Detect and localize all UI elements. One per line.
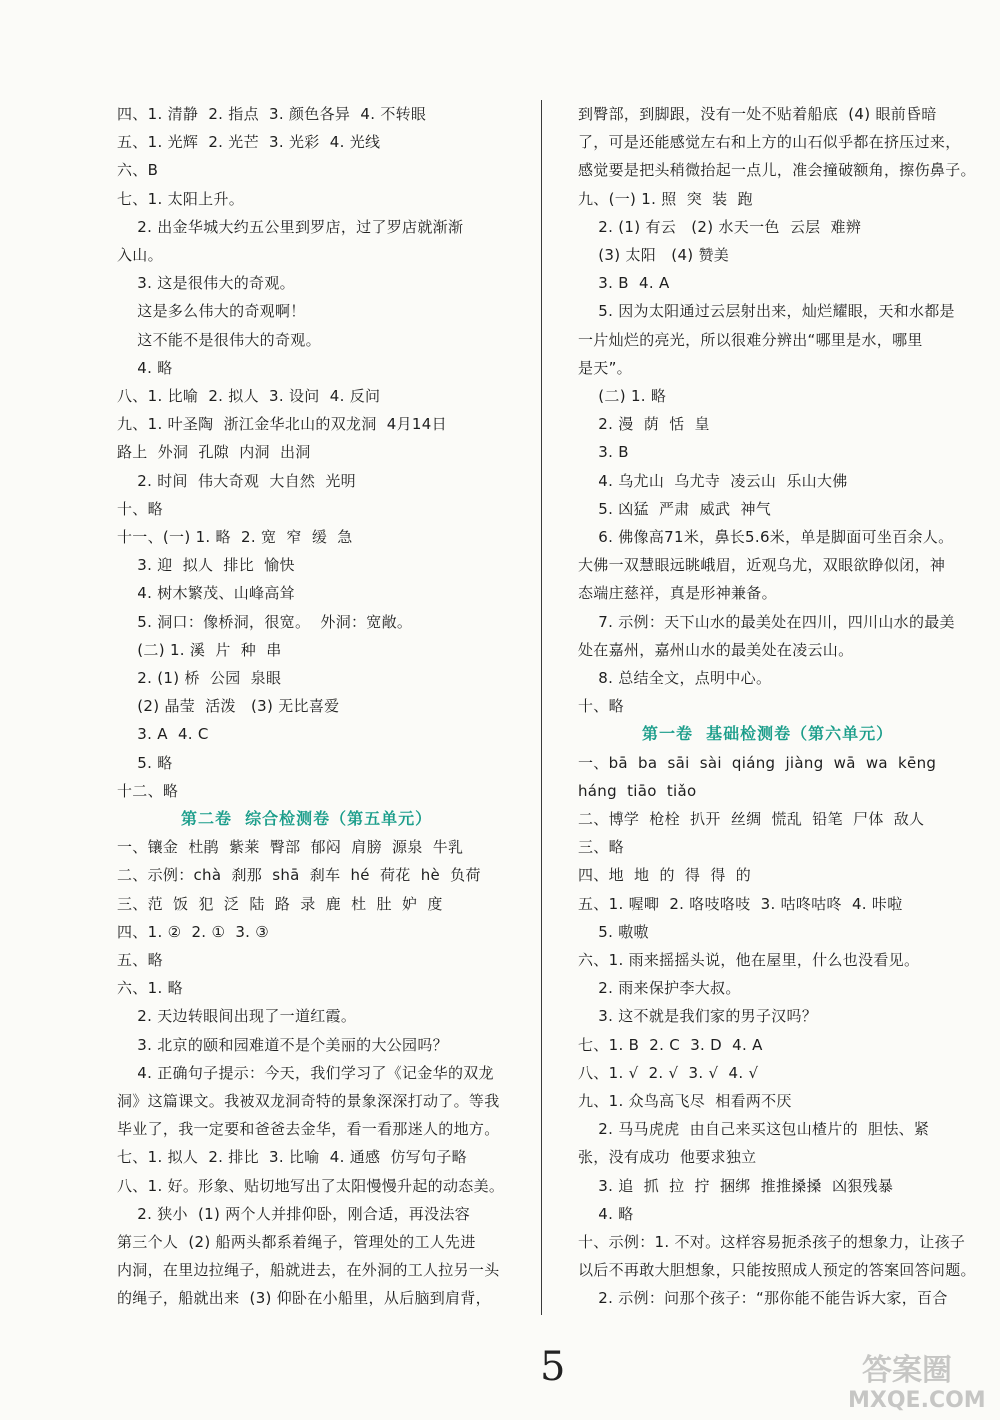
answer-line: 七、1. 太阳上升。	[117, 189, 245, 208]
answer-line: 5. 因为太阳通过云层射出来，灿烂耀眼，天和水都是	[578, 302, 955, 321]
section-heading: 第二卷 综合检测卷（第五单元）	[181, 809, 433, 828]
answer-line: 2. (1) 有云 (2) 水天一色 云层 难辨	[578, 217, 862, 236]
answer-line: (二) 1. 略	[578, 387, 667, 405]
answer-line: 九、(一) 1. 照 突 装 跑	[578, 189, 753, 208]
answer-line: 七、1. B 2. C 3. D 4. A	[578, 1035, 763, 1054]
answer-line: 3. 迎 拟人 排比 愉快	[117, 556, 295, 575]
answer-line: 4. 树木繁茂、山峰高耸	[117, 584, 295, 603]
answer-line: 六、1. 略	[117, 979, 183, 998]
answer-line: 八、1. 比喻 2. 拟人 3. 设问 4. 反问	[117, 387, 381, 405]
answer-line: 2. 天边转眼间出现了一道红霞。	[117, 1007, 357, 1026]
answer-line: 十一、(一) 1. 略 2. 宽 窄 缓 急	[117, 528, 353, 546]
svg-text:5: 5	[540, 1344, 566, 1390]
answer-line: 二、示例：chà 刹那 shā 刹车 hé 荷花 hè 负荷	[117, 866, 481, 885]
answer-line: 内洞，在里边拉绳子，船就进去，在外洞的工人拉另一头	[117, 1261, 500, 1280]
answer-line: 九、1. 叶圣陶 浙江金华北山的双龙洞 4月14日	[117, 415, 447, 434]
answer-line: 三、范 饭 犯 泛 陆 路 录 鹿 杜 肚 妒 度	[117, 894, 443, 913]
answer-line: 4. 乌尤山 乌尤寺 凌云山 乐山大佛	[578, 471, 848, 490]
answer-line: 4. 正确句子提示：今天，我们学习了《记金华的双龙	[117, 1063, 494, 1082]
answer-line: 毕业了，我一定要和爸爸去金华，看一看那迷人的地方。	[117, 1120, 500, 1139]
answer-line: 六、B	[117, 161, 159, 180]
answer-line: 8. 总结全文，点明中心。	[578, 669, 772, 687]
answer-line: 十、略	[117, 499, 163, 518]
answer-line: 5. 凶猛 严肃 威武 神气	[578, 499, 772, 518]
svg-text:MXQE.COM: MXQE.COM	[848, 1388, 986, 1413]
answer-line: 5. 洞口：像桥洞，很宽。 外洞：宽敞。	[117, 612, 413, 631]
answer-line: 4. 略	[117, 358, 173, 377]
answer-line: 第三个人 (2) 船两头都系着绳子，管理处的工人先进	[117, 1233, 476, 1251]
answer-line: 七、1. 拟人 2. 排比 3. 比喻 4. 通感 仿写句子略	[117, 1148, 467, 1167]
answer-line: 五、1. 光辉 2. 光芒 3. 光彩 4. 光线	[117, 133, 381, 152]
answer-line: 3. 北京的颐和园难道不是个美丽的大公园吗？	[117, 1035, 448, 1054]
answer-line: 处在嘉州，嘉州山水的最美处在凌云山。	[578, 640, 854, 659]
answer-line: 2. (1) 桥 公园 泉眼	[117, 669, 282, 687]
answer-line: 一、bā ba sāi sài qiáng jiàng wā wa kēng	[578, 753, 937, 772]
answer-line: 3. 追 抓 拉 拧 捆绑 推推搡搡 凶狠残暴	[578, 1176, 894, 1195]
column-divider	[541, 100, 542, 1315]
answer-line: 2. 马马虎虎 由自己来买这包山楂片的 胆怯、紧	[578, 1120, 930, 1139]
answer-line: 到臀部，到脚跟，没有一处不贴着船底 (4) 眼前昏暗	[578, 105, 937, 123]
answer-line: 三、略	[578, 838, 624, 857]
answer-line: 八、1. 好。形象、贴切地写出了太阳慢慢升起的动态美。	[117, 1176, 505, 1195]
answer-line: 二、博学 枪栓 扒开 丝绸 慌乱 铅笔 尸体 敌人	[578, 810, 925, 828]
answer-line: 5. 嗷嗷	[578, 922, 649, 941]
answer-line: 十二、略	[117, 781, 179, 800]
answer-line: 五、略	[117, 951, 163, 969]
answer-line: 是天”。	[578, 358, 632, 377]
answer-line: 5. 略	[117, 753, 173, 772]
watermark-logo	[842, 1345, 992, 1415]
svg-text:答案圈: 答案圈	[862, 1353, 952, 1388]
answer-line: 感觉要是把头稍微抬起一点儿，准会撞破额角，擦伤鼻子。	[578, 161, 976, 180]
answer-line: 以后不再敢大胆想象，只能按照成人预定的答案回答问题。	[578, 1261, 976, 1280]
answer-line: 入山。	[117, 246, 163, 264]
answer-line: 态端庄慈祥，真是形神兼备。	[578, 584, 777, 603]
answer-line: 2. 漫 荫 恬 皇	[578, 415, 710, 434]
answer-line: (二) 1. 溪 片 种 串	[117, 640, 282, 659]
section-heading: 第一卷 基础检测卷（第六单元）	[642, 724, 894, 744]
answer-line: 3. 这不就是我们家的男子汉吗？	[578, 1007, 818, 1026]
answer-line: 十、略	[578, 697, 624, 716]
answer-line: 九、1. 众鸟高飞尽 相看两不厌	[578, 1092, 792, 1110]
answer-line: (2) 晶莹 活泼 (3) 无比喜爱	[117, 697, 340, 716]
answer-line: 2. 狭小 (1) 两个人并排仰卧，刚合适，再没法容	[117, 1204, 471, 1223]
answer-line: 3. 这是很伟大的奇观。	[117, 274, 295, 293]
answer-line: 这不能不是很伟大的奇观。	[117, 330, 321, 349]
answer-line: 路上 外洞 孔隙 内洞 出洞	[117, 443, 311, 462]
answer-line: 3. A 4. C	[117, 725, 209, 744]
answer-line: 四、1. 清静 2. 指点 3. 颜色各异 4. 不转眼	[117, 105, 427, 123]
answer-line: 2. 雨来保护李大叔。	[578, 979, 741, 998]
answer-line: 3. B 4. A	[578, 274, 670, 293]
answer-line: 一片灿烂的亮光，所以很难分辨出“哪里是水，哪里	[578, 330, 923, 349]
answer-line: 了，可是还能感觉左右和上方的山石似乎都在挤压过来，	[578, 133, 961, 152]
answer-line: 张，没有成功 他要求独立	[578, 1148, 757, 1167]
answer-line: 2. 示例：问那个孩子：“那你能不能告诉大家，百合	[578, 1289, 948, 1308]
answer-line: 2. 时间 伟大奇观 大自然 光明	[117, 471, 356, 490]
answer-line: 洞》这篇课文。我被双龙洞奇特的景象深深打动了。等我	[117, 1092, 500, 1110]
answer-line: 这是多么伟大的奇观啊！	[117, 302, 306, 321]
answer-line: 7. 示例：天下山水的最美处在四川，四川山水的最美	[578, 612, 955, 631]
answer-line: 八、1. √ 2. √ 3. √ 4. √	[578, 1063, 759, 1082]
answer-line: 五、1. 喔唧 2. 咯吱咯吱 3. 咕咚咕咚 4. 咔啦	[578, 894, 903, 913]
answer-line: (3) 太阳 (4) 赞美	[578, 246, 730, 264]
answer-line: 十、示例：1. 不对。这样容易扼杀孩子的想象力，让孩子	[578, 1233, 966, 1251]
answer-line: 大佛一双慧眼远眺峨眉，近观乌尤，双眼欲睁似闭，神	[578, 556, 946, 575]
answer-line: 的绳子，船就出来 (3) 仰卧在小船里，从后脑到肩背，	[117, 1289, 491, 1308]
answer-line: 4. 略	[578, 1204, 634, 1223]
answer-line: 四、1. ② 2. ① 3. ③	[117, 922, 270, 941]
answer-line: háng tiāo tiǎo	[578, 781, 697, 800]
answer-line: 2. 出金华城大约五公里到罗店，过了罗店就渐渐	[117, 217, 464, 236]
answer-line: 六、1. 雨来摇摇头说，他在屋里，什么也没看见。	[578, 951, 920, 969]
answer-line: 6. 佛像高71米，鼻长5.6米，单是脚面可坐百余人。	[578, 528, 954, 546]
answer-line: 四、地 地 的 得 得 的	[578, 866, 752, 885]
answer-line: 3. B	[578, 443, 629, 462]
page-number	[536, 1340, 566, 1390]
answer-line: 一、镶金 杜鹃 紫莱 臀部 郁闷 肩膀 源泉 牛乳	[117, 838, 464, 857]
